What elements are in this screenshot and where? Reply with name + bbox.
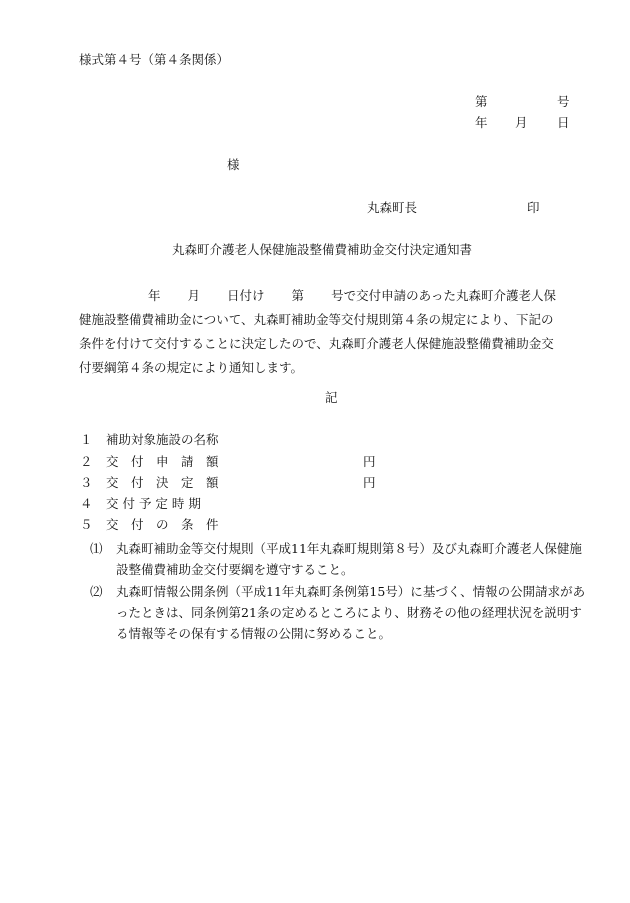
item-3 — [80, 475, 219, 491]
body-line-1 — [79, 284, 587, 308]
date-month: 月 — [515, 115, 528, 130]
item-2-unit: 円 — [363, 454, 376, 469]
item-number: ３ — [80, 475, 93, 490]
body-line-4: 付要綱第４条の規定により通知します。 — [79, 360, 304, 375]
item-number: ４ — [80, 496, 93, 511]
item-2 — [80, 454, 219, 470]
item-number: ２ — [80, 454, 93, 469]
item-1 — [80, 432, 219, 448]
body-line-3: 条件を付けて交付することに決定したので、丸森町介護老人保健施設整備費補助金交 — [79, 336, 554, 351]
date-year: 年 — [475, 115, 488, 130]
body-year: 年 — [148, 288, 161, 303]
item-number: ５ — [80, 517, 93, 532]
body-paragraph — [79, 284, 587, 380]
date-day: 日 — [557, 115, 570, 130]
condition-1 — [90, 538, 590, 580]
item-label: 補助対象施設の名称 — [106, 432, 219, 447]
condition-text: 丸森町情報公開条例（平成11年丸森町条例第15号）に基づく、情報の公開請求があったときは、同条例第21条の定めるところにより、財務その他の経理状況を説明する情報等その保有する情報の公開に努めること。 — [116, 584, 586, 641]
condition-text: 丸森町補助金等交付規則（平成11年丸森町規則第８号）及び丸森町介護老人保健施設整備費補助金交付要綱を遵守すること。 — [116, 541, 582, 577]
item-5 — [80, 517, 219, 533]
ki-heading: 記 — [325, 390, 338, 405]
body-month: 月 — [187, 288, 201, 303]
body-no-prefix: 第 — [291, 288, 305, 303]
item-number: １ — [80, 432, 93, 447]
body-line-2: 健施設整備費補助金について、丸森町補助金等交付規則第４条の規定により、下記の — [79, 312, 554, 327]
document-title: 丸森町介護老人保健施設整備費補助金交付決定通知書 — [172, 242, 473, 257]
recipient-honorific: 様 — [227, 157, 240, 172]
doc-no-prefix: 第 — [475, 94, 488, 109]
issuer-seal: 印 — [527, 200, 540, 215]
doc-no-suffix: 号 — [557, 94, 570, 109]
issuer-title: 丸森町長 — [367, 200, 418, 215]
body-line-1-rest: 号で交付申請のあった丸森町介護老人保 — [331, 288, 556, 303]
form-label: 様式第４号（第４条関係） — [79, 52, 230, 67]
item-label: 交 付 の 条 件 — [106, 517, 219, 532]
item-3-unit: 円 — [363, 475, 376, 490]
condition-marker: ⑴ — [90, 541, 103, 556]
item-label: 交 付 決 定 額 — [106, 475, 219, 490]
body-date-suffix: 日付け — [227, 288, 265, 303]
condition-2 — [90, 581, 590, 644]
condition-marker: ⑵ — [90, 584, 103, 599]
item-label: 交 付 申 請 額 — [106, 454, 219, 469]
item-4 — [80, 496, 201, 512]
item-label: 交 付 予 定 時 期 — [106, 496, 201, 511]
